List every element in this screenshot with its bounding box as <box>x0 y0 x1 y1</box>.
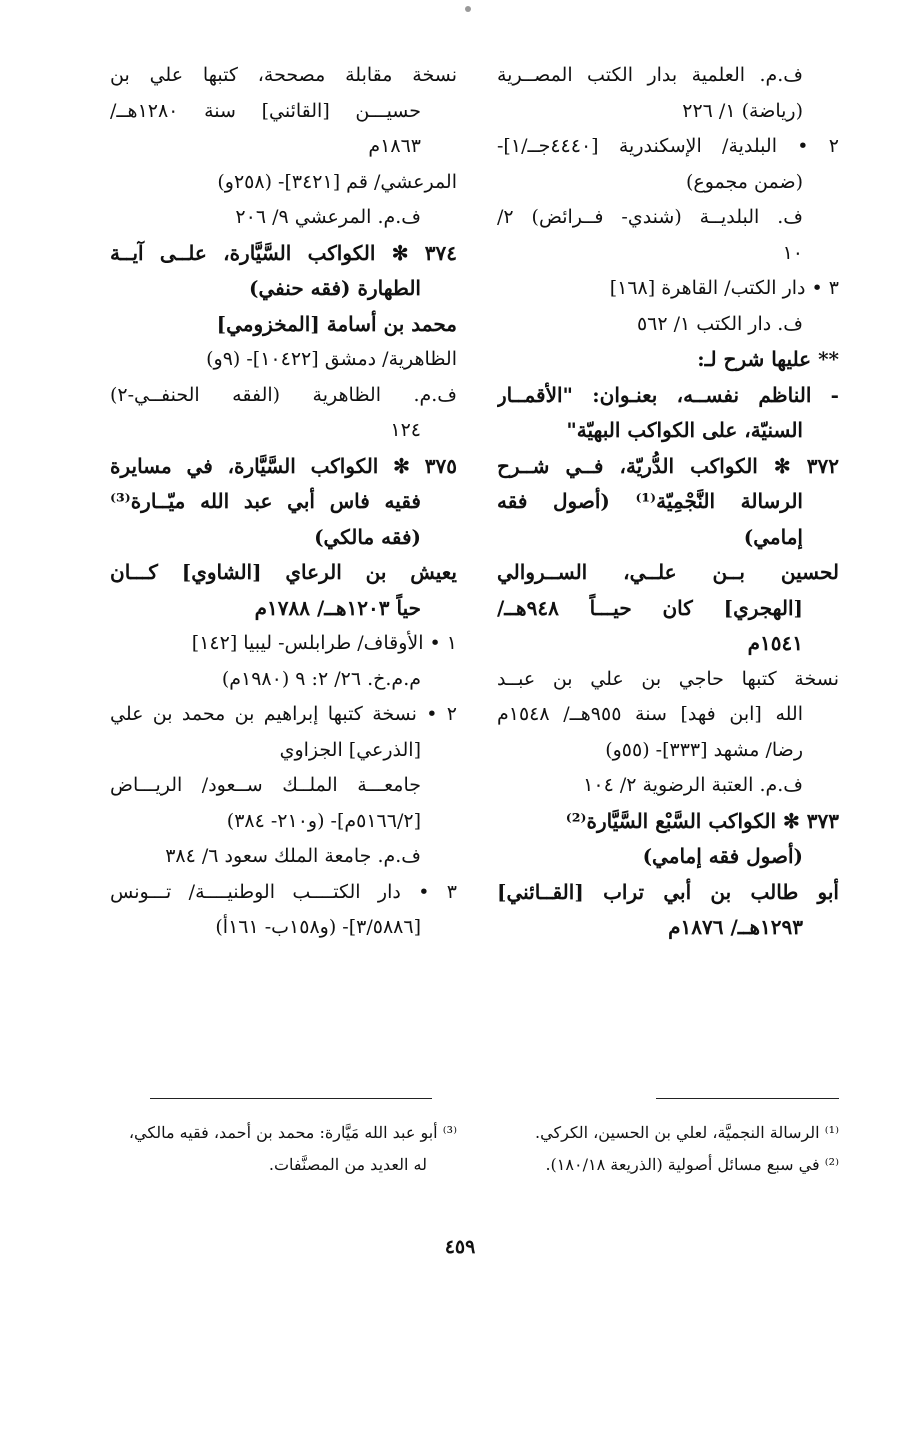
entry-title-372: ٣٧٢ ✻ الكواكب الدُّريّة، فــي شــرح <box>497 453 839 478</box>
author-line: محمد بن أسامة [المخزومي] <box>216 311 457 336</box>
text-line: ١٢٤ <box>390 419 421 441</box>
text-line: ١٢٩٣هــ/ ١٨٧٦م <box>668 915 803 939</box>
text-line: نسخة كتبها حاجي بن علي بن عبــد <box>497 667 839 690</box>
text-line: حياً ١٢٠٣هــ/ ١٧٨٨م <box>254 595 421 620</box>
entry-title-375: ٣٧٥ ✻ الكواكب السَّيَّارة، في مسايرة <box>110 453 457 478</box>
entry-title-373: ٣٧٣ ✻ الكواكب السَّبْع السَّيَّارة⁽²⁾ <box>565 808 839 833</box>
text-line: - الناظم نفســه، بعنـوان: "الأقمــار <box>497 382 839 407</box>
text-line: ف.م. العتبة الرضوية ٢/ ١٠٤ <box>583 774 803 796</box>
text-line: (ضمن مجموع) <box>685 170 803 193</box>
text-line: ١ • الأوقاف/ طرابلس- ليبيا [١٤٢] <box>191 632 457 654</box>
footnotes-left <box>110 1117 457 1181</box>
text-line: ١٨٦٣م <box>368 135 421 157</box>
text-line: [٣/٥٨٨٦]- (و١٥٨ب- ١٦١أ) <box>215 916 421 938</box>
page-number: ٤٥٩ <box>444 1236 476 1258</box>
footnote: ⁽²⁾ في سبع مسائل أصولية (الذريعة ١٨٠/١٨). <box>545 1155 839 1174</box>
footnote-divider <box>150 1098 432 1099</box>
text-line: رضا/ مشهد [٣٣٣]- (٥٥و) <box>605 738 803 761</box>
text-line: [الذرعي] الجزاوي <box>279 738 421 761</box>
footnotes-right <box>470 1117 839 1181</box>
text-line: حسيـــن [القائني] سنة ١٢٨٠هــ/ <box>110 99 421 122</box>
text-line: ٣ • دار الكتب/ القاهرة [١٦٨] <box>609 277 839 299</box>
author-line: أبو طالب بن أبي تراب [القــائني] <box>497 879 839 904</box>
text-line: (رياضة) ١/ ٢٢٦ <box>682 99 803 122</box>
text-line: ف. دار الكتب ١/ ٥٦٢ <box>636 312 803 335</box>
text-line: السنيّة، على الكواكب البهيّة" <box>566 418 803 442</box>
author-line: يعيش بن الرعاي [الشاوي] كـــان <box>110 560 457 584</box>
footnote: ⁽¹⁾ الرسالة النجميَّة، لعلي بن الحسين، الكركي. <box>535 1123 839 1142</box>
text-line: ف.م. جامعة الملك سعود ٦/ ٣٨٤ <box>165 845 421 867</box>
text-line: (أصول فقه إمامي) <box>642 844 803 868</box>
text-line: ف.م. الظاهرية (الفقه الحنفــي-٢) <box>110 383 457 406</box>
text-line: م.م.خ. ٢٦/ ٢: ٩ (١٩٨٠م) <box>221 667 421 690</box>
text-line: ٣ • دار الكتــــب الوطنيــــة/ تـــونس <box>110 880 457 903</box>
right-column <box>497 58 839 946</box>
text-line: ف. البلديــة (شندي- فــرائض) ٢/ <box>497 206 803 228</box>
text-line: جامعـــة الملــك ســعود/ الريـــاض <box>110 774 421 796</box>
text-line: ٢ • البلدية/ الإسكندرية [٤٤٤٠جــ/١]- <box>497 135 839 157</box>
footnote-divider <box>656 1098 839 1099</box>
text-line: ف.م. العلمية بدار الكتب المصــرية <box>497 64 803 86</box>
scan-speck <box>465 6 471 12</box>
left-column <box>110 58 457 946</box>
section-note: ** عليها شرح لـ: <box>697 347 839 371</box>
text-line: الظاهرية/ دمشق [١٠٤٢٢]- (٩و) <box>206 348 457 370</box>
text-line: [٥١٦٦/٢م]- (و٢١٠- ٣٨٤) <box>226 809 421 832</box>
text-line: ٢ • نسخة كتبها إبراهيم بن محمد بن علي <box>110 703 457 725</box>
text-line: المرعشي/ قم [٣٤٢١]- (٢٥٨و) <box>217 170 457 193</box>
entry-title-374: ٣٧٤ ✻ الكواكب السَّيَّارة، علــى آيــة <box>110 240 457 265</box>
text-line: [الهجري] كان حيـــاً ٩٤٨هــ/ <box>497 595 803 620</box>
text-line: ف.م. المرعشي ٩/ ٢٠٦ <box>235 206 421 228</box>
text-line: الطهارة (فقه حنفي) <box>249 276 421 300</box>
text-line: ١٠ <box>782 241 803 264</box>
author-line: لحسين بــن علــي، الســروالي <box>497 560 839 584</box>
text-line: إمامي) <box>743 524 803 549</box>
footnote: له العديد من المصنَّفات. <box>268 1155 427 1174</box>
text-line: الرسالة النَّجْمِيّة⁽¹⁾ (أصول فقه <box>497 489 803 513</box>
footnote: ⁽³⁾ أبو عبد الله مَيَّارة: محمد بن أحمد، فقيه مالكي، <box>128 1123 457 1142</box>
text-line: (فقه مالكي) <box>314 524 421 549</box>
text-line: فقيه فاس أبي عبد الله ميّــارة⁽³⁾ <box>110 489 421 513</box>
text-line: نسخة مقابلة مصححة، كتبها علي بن <box>110 64 457 86</box>
text-line: الله [ابن فهد] سنة ٩٥٥هــ/ ١٥٤٨م <box>497 703 803 725</box>
text-line: ١٥٤١م <box>747 631 803 655</box>
